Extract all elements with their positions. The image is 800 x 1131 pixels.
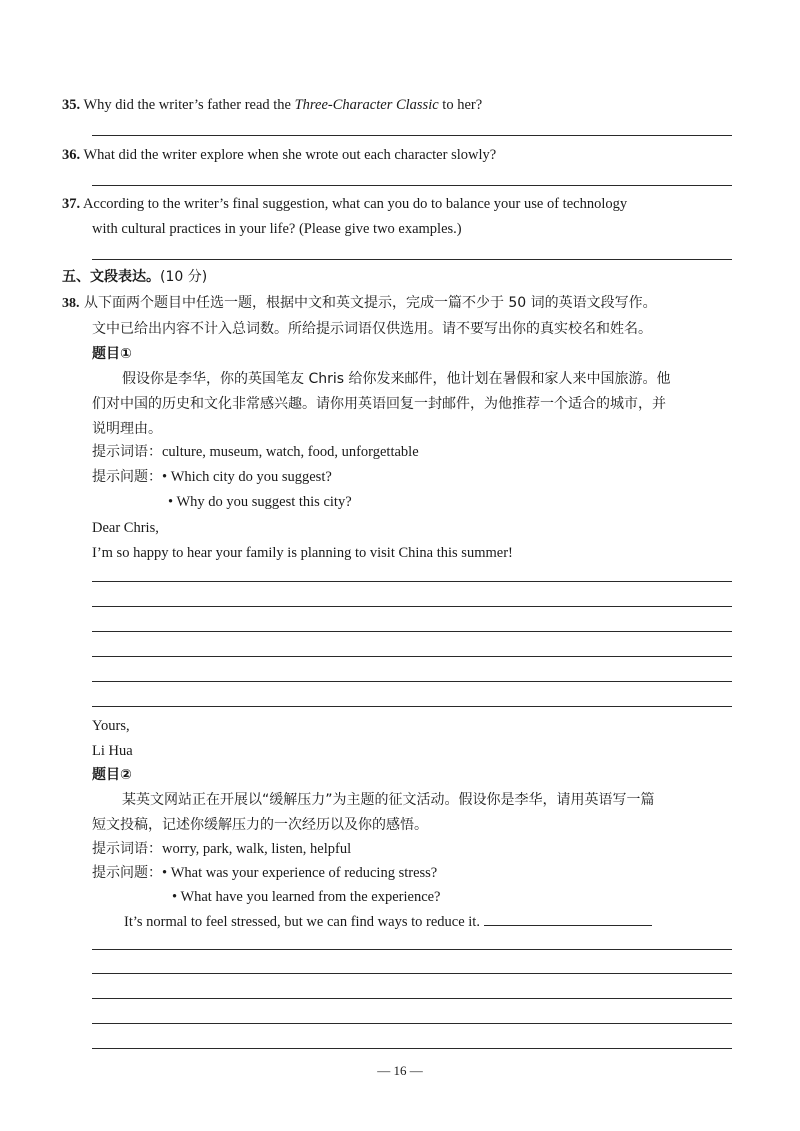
hint-question-1: • What was your experience of reducing stress? [162,865,438,881]
hint-words-label: 提示词语： [92,444,162,460]
essay-opening: It’s normal to feel stressed, but we can find ways to reduce it. [124,914,480,930]
topic1-hint-words [92,439,732,465]
question-number: 35. [62,97,81,113]
writing-blank[interactable] [484,911,652,926]
question-number: 38. [62,296,80,311]
answer-line[interactable] [92,135,732,136]
topic2-para-line2: 短文投稿，记述你缓解压力的一次经历以及你的感悟。 [92,817,428,833]
hint-question-2: • What have you learned from the experience? [172,889,441,905]
writing-line[interactable] [92,681,732,682]
question-36 [62,142,738,168]
page-number: — 16 — [377,1063,423,1078]
topic1-para-line3: 说明理由。 [92,421,162,437]
writing-line[interactable] [92,949,732,950]
question-text: What did the writer explore when she wrote out each character slowly? [83,147,497,163]
topic2-para-line1: 某英文网站正在开展以“缓解压力”为主题的征文活动。假设你是李华，请用英语写一篇 [122,792,655,808]
book-title: Three-Character Classic [294,97,439,113]
letter-greeting: Dear Chris, [92,520,159,536]
writing-line[interactable] [92,973,732,974]
writing-line[interactable] [92,998,732,999]
hint-question-2: • Why do you suggest this city? [168,494,352,510]
writing-line[interactable] [92,631,732,632]
letter-signature: Li Hua [92,743,133,759]
question-38-instr2 [92,316,742,342]
hint-words-label: 提示词语： [92,841,162,857]
writing-line[interactable] [92,656,732,657]
writing-line[interactable] [92,606,732,607]
topic1-label: 题目① [92,346,132,362]
instruction-line1: 从下面两个题目中任选一题，根据中文和英文提示，完成一篇不少于 50 词的英语文段写作。 [83,295,657,311]
question-37-line2 [92,216,738,242]
topic1-hint-q1 [92,464,732,490]
question-38-instr1 [62,290,742,317]
question-text-line1: According to the writer’s final suggestion, what can you do to balance your use of technology [82,196,628,212]
instruction-line2: 文中已给出内容不计入总词数。所给提示词语仅供选用。请不要写出你的真实校名和姓名。 [92,321,652,337]
writing-line[interactable] [92,706,732,707]
letter-closing: Yours, [92,718,130,734]
letter-opening: I’m so happy to hear your family is planning to visit China this summer! [92,545,513,561]
question-number: 37. [62,196,81,212]
section-points: (10 分) [160,269,208,285]
hint-question-1: • Which city do you suggest? [162,469,332,485]
question-number: 36. [62,147,81,163]
topic2-hint-q1 [92,860,732,886]
hint-questions-label: 提示问题： [92,865,162,881]
hint-words: culture, museum, watch, food, unforgettable [162,444,419,460]
topic1-para-line1: 假设你是李华，你的英国笔友 Chris 给你发来邮件，他计划在暑假和家人来中国旅游。他 [122,371,671,387]
hint-questions-label: 提示问题： [92,469,162,485]
topic1-para-line2: 们对中国的历史和文化非常感兴趣。请你用英语回复一封邮件，为他推荐一个适合的城市，并 [92,396,666,412]
question-text-line2: with cultural practices in your life? (Please give two examples.) [92,221,462,237]
topic2-hint-words [92,836,732,862]
writing-line[interactable] [92,1048,732,1049]
answer-line[interactable] [92,185,732,186]
writing-line[interactable] [92,581,732,582]
section-heading [62,264,207,290]
writing-line[interactable] [92,1023,732,1024]
question-text-end: to her? [438,97,483,113]
topic2-opening-line [124,909,736,935]
hint-words: worry, park, walk, listen, helpful [162,841,352,857]
question-37 [62,191,738,217]
question-35 [62,92,738,118]
topic2-label: 题目② [92,767,132,783]
section-title: 五、文段表达。 [62,269,160,285]
question-text: Why did the writer’s father read the [83,97,295,113]
answer-line[interactable] [92,259,732,260]
